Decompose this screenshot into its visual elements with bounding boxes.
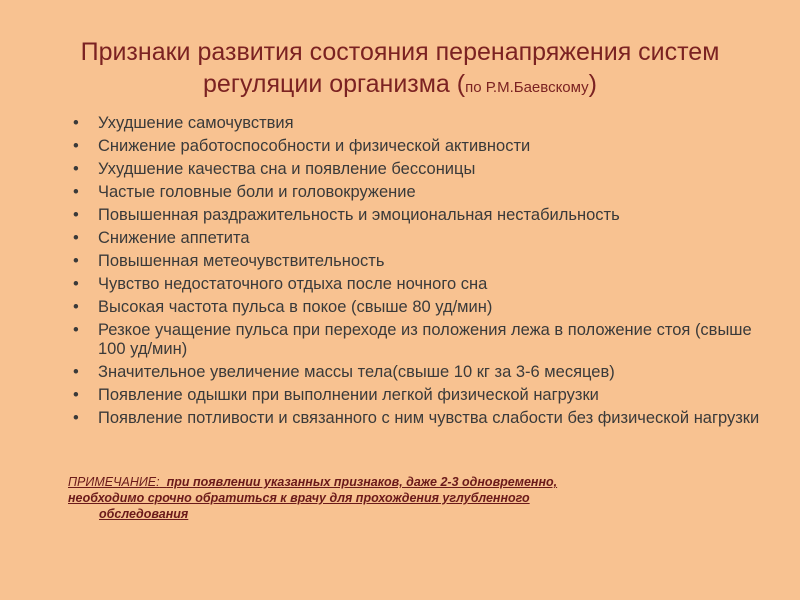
list-item: • Резкое учащение пульса при переходе из положения лежа в положение стоя (свыше 100 уд/мин) [70, 321, 760, 359]
note-line-2: необходимо срочно обратиться к врачу для прохождения углубленного [68, 491, 530, 505]
list-item: • Чувство недостаточного отдыха после ночного сна [70, 275, 760, 294]
list-item: • Повышенная раздражительность и эмоциональная нестабильность [70, 206, 760, 225]
title-close: ) [588, 70, 597, 98]
list-item: • Ухудшение качества сна и появление бессоницы [70, 160, 760, 179]
list-item: • Повышенная метеочувствительность [70, 252, 760, 271]
slide-title [60, 36, 740, 104]
title-main: Признаки развития состояния перенапряжения систем регуляции организма ( [80, 38, 720, 98]
list-item: • Появление потливости и связанного с ним чувства слабости без физической нагрузки [70, 409, 760, 428]
note-label: ПРИМЕЧАНИЕ: [68, 475, 160, 489]
symptom-list [70, 114, 760, 432]
list-item: • Появление одышки при выполнении легкой физической нагрузки [70, 386, 760, 405]
list-item: • Снижение аппетита [70, 229, 760, 248]
list-item: • Высокая частота пульса в покое (свыше 80 уд/мин) [70, 298, 760, 317]
list-item: • Частые головные боли и головокружение [70, 183, 760, 202]
list-item: • Значительное увеличение массы тела(свыше 10 кг за 3-6 месяцев) [70, 363, 760, 382]
note [68, 474, 708, 522]
list-item: • Снижение работоспособности и физической активности [70, 137, 760, 156]
note-text-1: при появлении указанных признаков, даже 2-3 одновременно, [166, 475, 558, 489]
list-item: • Ухудшение самочувствия [70, 114, 760, 133]
title-source: по Р.М.Баевскому [465, 79, 589, 96]
note-line-1 [68, 474, 708, 490]
note-line-3: обследования [99, 507, 189, 521]
